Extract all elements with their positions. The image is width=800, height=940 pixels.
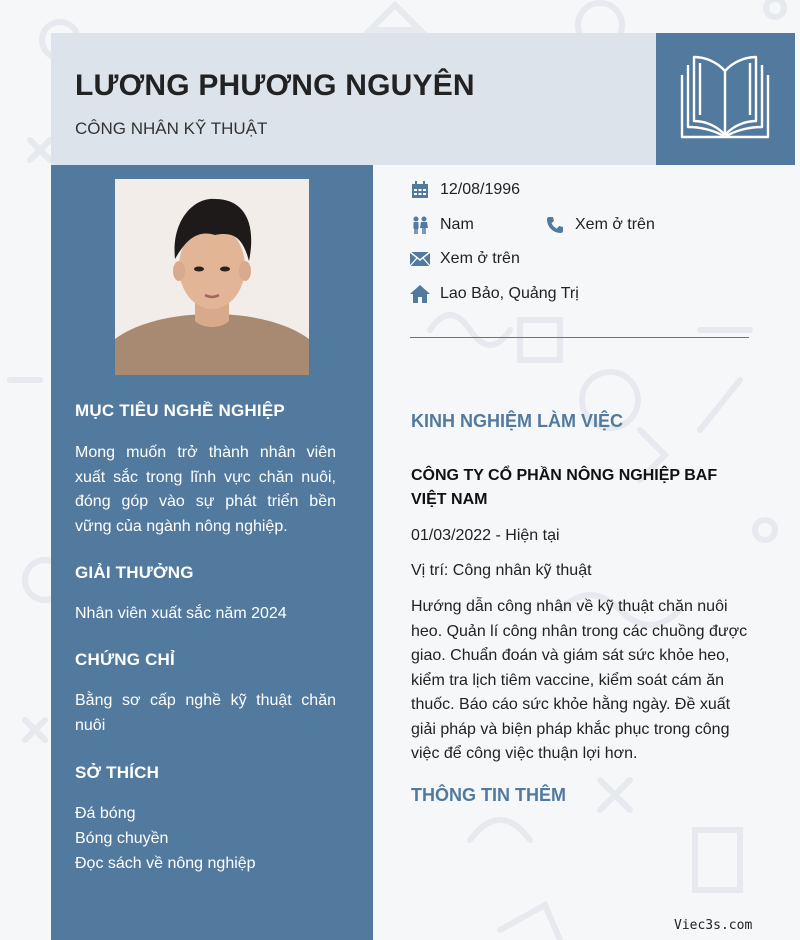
contact-address	[410, 282, 579, 306]
section-divider	[410, 337, 749, 338]
contact-email	[410, 247, 520, 271]
awards-section	[75, 563, 336, 627]
work-position: Vị trí: Công nhân kỹ thuật	[411, 562, 592, 579]
contact-phone	[545, 213, 655, 237]
job-title: CÔNG NHÂN KỸ THUẬT	[75, 119, 268, 138]
home-icon	[410, 284, 430, 304]
contact-gender	[410, 213, 474, 237]
experience-heading: KINH NGHIỆM LÀM VIỆC	[411, 411, 624, 431]
header-banner	[51, 33, 656, 165]
company-name: CÔNG TY CỔ PHẦN NÔNG NGHIỆP BAF VIỆT NAM	[411, 467, 718, 508]
candidate-name: LƯƠNG PHƯƠNG NGUYÊN	[75, 69, 475, 102]
objective-section	[75, 401, 336, 539]
gender-value: Nam	[440, 216, 474, 233]
certificates-section	[75, 650, 336, 738]
objective-text: Mong muốn trở thành nhân viên xuất sắc trong lĩnh vực chăn nuôi, đóng góp vào sự phát triển bền vững của ngành nông nghiệp.	[75, 444, 336, 535]
address-value: Lao Bảo, Quảng Trị	[440, 285, 579, 302]
profile-photo	[115, 179, 309, 375]
work-description: Hướng dẫn công nhân về kỹ thuật chăn nuôi heo. Quản lí công nhân trong các chuồng được giao. Chuẩn đoán và giám sát sức khỏe heo, kiểm tra lịch tiêm vaccine, kiểm soát cám ăn thuốc. Báo cáo sức khỏe hằng ngày. Đề xuất giải pháp và biện pháp khắc phục trong công việc để công việc thuận lợi hơn.	[411, 598, 748, 762]
extra-info-heading: THÔNG TIN THÊM	[411, 785, 566, 805]
sidebar	[51, 165, 373, 940]
calendar-icon	[410, 180, 430, 200]
gender-icon	[410, 215, 430, 235]
list-item: Đá bóng	[75, 805, 136, 822]
list-item: Bóng chuyền	[75, 830, 169, 847]
mail-icon	[410, 249, 430, 269]
list-item: Đọc sách về nông nghiệp	[75, 855, 256, 872]
objective-heading: MỤC TIÊU NGHỀ NGHIỆP	[75, 401, 285, 420]
hobbies-heading: SỞ THÍCH	[75, 763, 160, 782]
contact-birthday	[410, 178, 520, 202]
hobbies-section	[75, 763, 336, 876]
site-watermark: Viec3s.com	[674, 918, 753, 933]
awards-heading: GIẢI THƯỞNG	[75, 563, 194, 582]
portrait-image	[115, 179, 309, 375]
hobbies-list	[75, 801, 336, 876]
phone-icon	[545, 215, 565, 235]
work-period: 01/03/2022 - Hiện tại	[411, 527, 560, 544]
certificates-text: Bằng sơ cấp nghề kỹ thuật chăn nuôi	[75, 692, 336, 734]
open-book-icon	[678, 51, 772, 143]
logo-box	[656, 33, 795, 165]
awards-text: Nhân viên xuất sắc năm 2024	[75, 605, 287, 622]
certificates-heading: CHỨNG CHỈ	[75, 650, 175, 669]
phone-value: Xem ở trên	[575, 216, 655, 233]
birthday-value: 12/08/1996	[440, 181, 521, 198]
email-value: Xem ở trên	[440, 250, 520, 267]
